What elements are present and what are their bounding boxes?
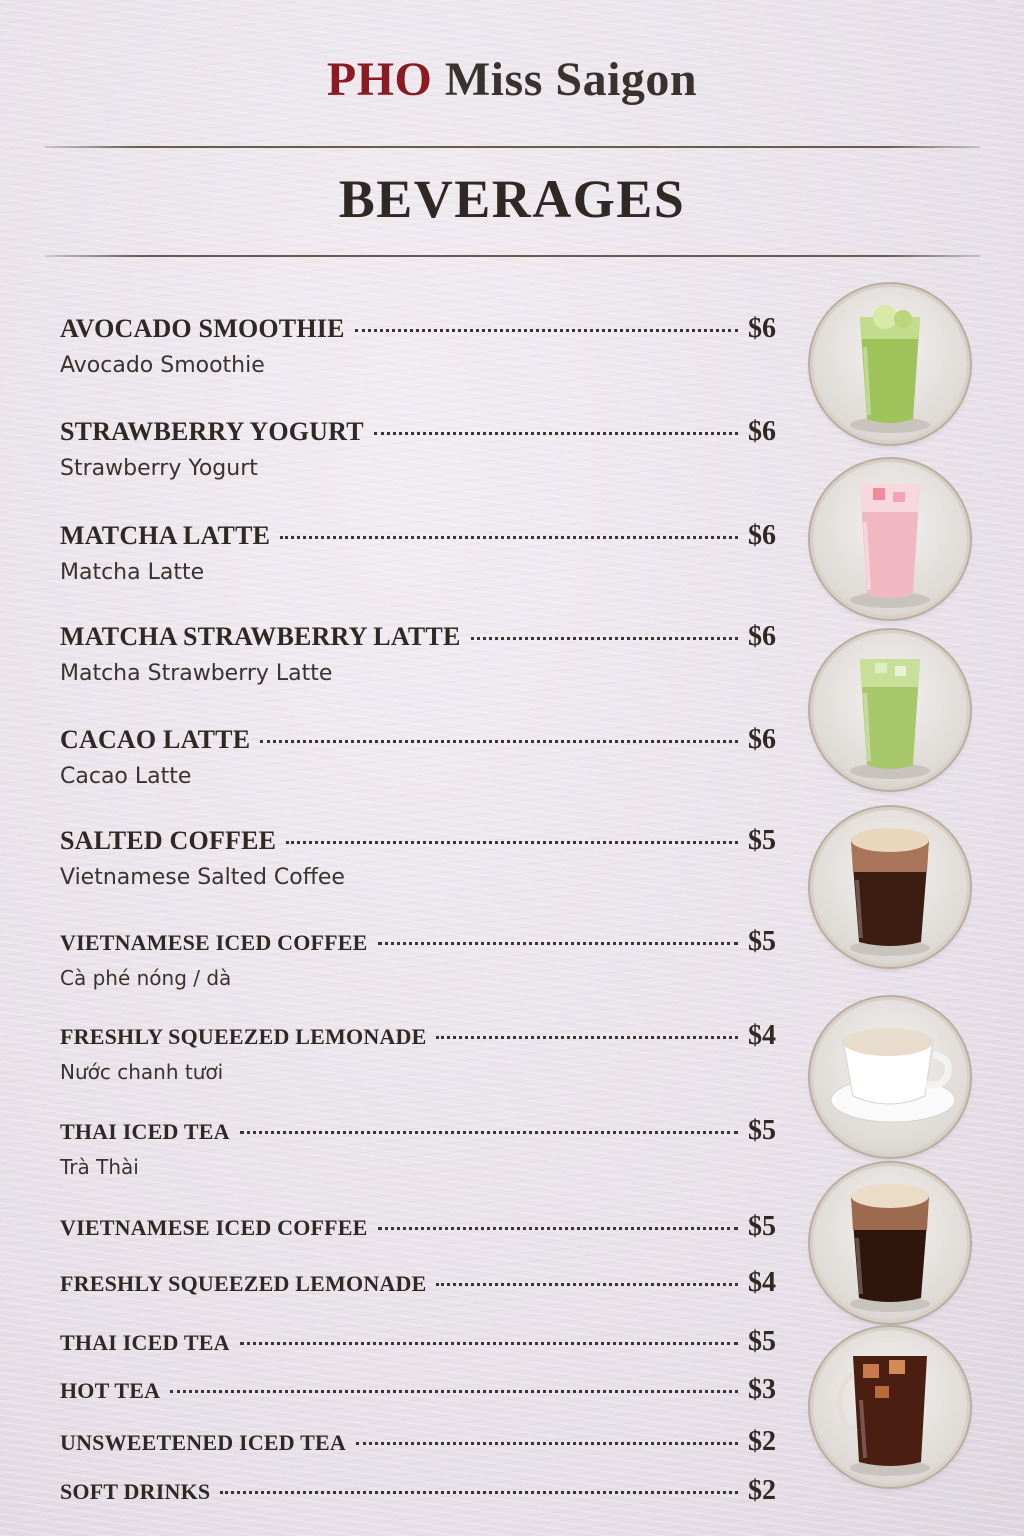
leader-dots — [378, 1227, 738, 1230]
item-price: $6 — [748, 416, 776, 447]
menu-item-soft-drinks — [60, 1475, 776, 1507]
menu-item-cacao-latte — [60, 724, 776, 789]
item-description: Matcha Latte — [60, 560, 205, 585]
section-divider — [45, 255, 980, 257]
item-name: THAI ICED TEA — [60, 1119, 230, 1144]
green-smoothie-glass-icon — [813, 287, 967, 441]
item-price: $5 — [748, 1211, 776, 1242]
salted-coffee-glass-icon — [813, 810, 967, 964]
item-description: Nước chanh tươi — [60, 1060, 224, 1084]
item-price: $4 — [748, 1020, 776, 1051]
item-name: STRAWBERRY YOGURT — [60, 417, 364, 446]
menu-item-matcha-strawberry-latte — [60, 621, 776, 686]
item-name: AVOCADO SMOOTHIE — [60, 314, 345, 343]
menu-header — [0, 52, 1024, 107]
item-name: UNSWEETENED ICED TEA — [60, 1430, 347, 1455]
leader-dots — [280, 536, 738, 539]
leader-dots — [240, 1131, 738, 1134]
menu-item-vietnamese-iced-coffee-2 — [60, 1211, 776, 1243]
logo-accent: PHO — [326, 53, 433, 106]
item-description: Trà Thài — [60, 1155, 139, 1179]
leader-dots — [260, 740, 738, 743]
section-title: BEVERAGES — [338, 169, 686, 229]
item-description: Strawberry Yogurt — [60, 456, 258, 481]
menu-item-freshly-squeezed-lemonade-2 — [60, 1267, 776, 1299]
item-price: $6 — [748, 621, 776, 652]
strawberry-yogurt-glass-icon — [813, 462, 967, 616]
item-name: SALTED COFFEE — [60, 826, 277, 855]
item-description: Vietnamese Salted Coffee — [60, 865, 345, 890]
item-price: $2 — [748, 1475, 776, 1506]
menu-item-matcha-latte — [60, 520, 776, 585]
item-name: HOT TEA — [60, 1378, 161, 1403]
top-divider — [45, 146, 980, 148]
leader-dots — [170, 1390, 738, 1393]
item-description: Cacao Latte — [60, 764, 192, 789]
item-name: MATCHA STRAWBERRY LATTE — [60, 622, 461, 651]
item-price: $3 — [748, 1374, 776, 1405]
menu-item-unsweetened-iced-tea — [60, 1426, 776, 1458]
item-price: $5 — [748, 1115, 776, 1146]
leader-dots — [374, 432, 738, 435]
item-description: Avocado Smoothie — [60, 353, 265, 378]
menu-item-thai-iced-tea — [60, 1115, 776, 1179]
item-name: VIETNAMESE ICED COFFEE — [60, 930, 368, 955]
item-name: VIETNAMESE ICED COFFEE — [60, 1215, 368, 1240]
menu-item-thai-iced-tea-2 — [60, 1326, 776, 1358]
leader-dots — [378, 942, 738, 945]
restaurant-logo — [0, 52, 1024, 107]
leader-dots — [436, 1283, 738, 1286]
matcha-latte-glass-icon — [813, 633, 967, 787]
item-name: FRESHLY SQUEEZED LEMONADE — [60, 1024, 427, 1049]
item-name: FRESHLY SQUEEZED LEMONADE — [60, 1271, 427, 1296]
leader-dots — [286, 841, 738, 844]
item-description: Cà phé nóng / dà — [60, 966, 232, 990]
item-name: SOFT DRINKS — [60, 1479, 211, 1504]
leader-dots — [240, 1342, 738, 1345]
item-name: CACAO LATTE — [60, 725, 251, 754]
leader-dots — [220, 1491, 738, 1494]
leader-dots — [471, 637, 739, 640]
item-description: Matcha Strawberry Latte — [60, 661, 333, 686]
menu-item-vietnamese-iced-coffee — [60, 926, 776, 990]
item-price: $4 — [748, 1267, 776, 1298]
menu-item-strawberry-yogurt — [60, 416, 776, 481]
item-price: $5 — [748, 825, 776, 856]
iced-tea-glass-icon — [813, 1330, 967, 1484]
logo-name: Miss Saigon — [432, 53, 698, 106]
leader-dots — [356, 1442, 738, 1445]
item-price: $5 — [748, 1326, 776, 1357]
leader-dots — [355, 329, 738, 332]
hot-latte-cup-icon — [813, 1000, 967, 1154]
menu-item-salted-coffee — [60, 825, 776, 890]
item-price: $5 — [748, 926, 776, 957]
leader-dots — [436, 1036, 738, 1039]
iced-coffee-glass-icon — [813, 1166, 967, 1320]
menu-item-freshly-squeezed-lemonade — [60, 1020, 776, 1084]
item-name: MATCHA LATTE — [60, 521, 271, 550]
item-price: $6 — [748, 313, 776, 344]
item-price: $6 — [748, 520, 776, 551]
item-price: $6 — [748, 724, 776, 755]
item-name: THAI ICED TEA — [60, 1330, 230, 1355]
item-price: $2 — [748, 1426, 776, 1457]
menu-item-avocado-smoothie — [60, 313, 776, 378]
menu-item-hot-tea — [60, 1374, 776, 1406]
